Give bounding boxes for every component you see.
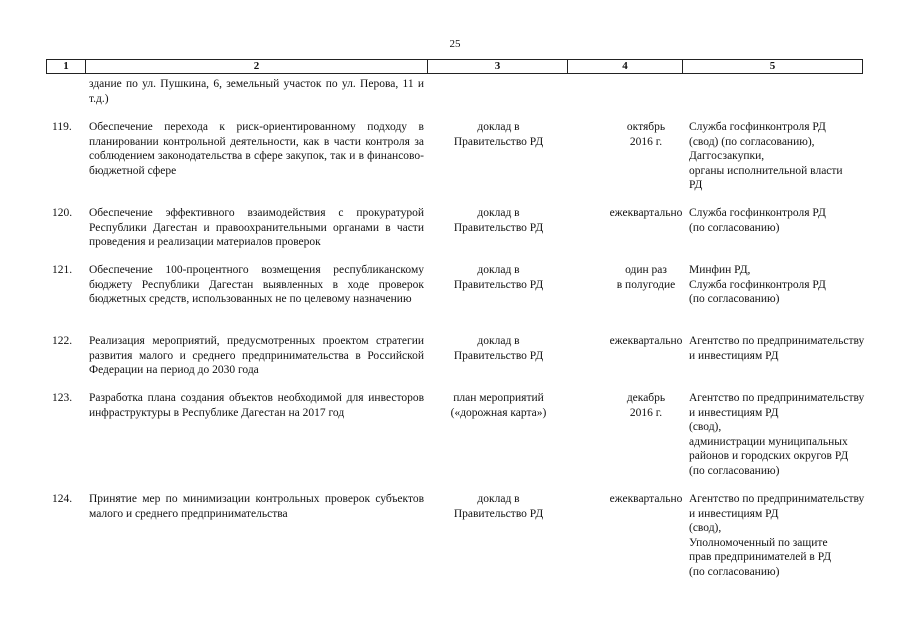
deadline: декабрь 2016 г. (626, 392, 666, 419)
page-number: 25 (449, 38, 461, 50)
deadline: один раз в полугодие (616, 264, 676, 291)
deadline: ежеквартально (609, 493, 683, 505)
measure-text: Реализация мероприятий, предусмотренных проектом стратегии развития малого и среднего предпринимательства в Российской Федерации на период до 2030 года (89, 335, 424, 376)
report-form: доклад в Правительство РД (453, 264, 544, 291)
column-header-4: 4 (568, 60, 683, 73)
row-number: 123. (52, 392, 73, 404)
column-header-2: 2 (86, 60, 428, 73)
measure-text: Обеспечение перехода к риск-ориентированному подходу в планировании контрольной деятельности, как в части контроля за соблюдением законодательства в сфере закупок, так и в финансово-бюджетной сфере (89, 121, 424, 177)
column-header-5: 5 (683, 60, 863, 73)
responsible: Служба госфинконтроля РД (по согласованию) (689, 207, 826, 234)
measure-text: Обеспечение эффективного взаимодействия с прокуратурой Республики Дагестан и правоохранительными органами в части проведения и реализации материалов проверок (89, 207, 424, 248)
continuation-text: здание по ул. Пушкина, 6, земельный участок по ул. Перова, 11 и т.д.) (89, 78, 424, 105)
responsible: Агентство по предпринимательству и инвестициям РД (свод), Уполномоченный по защите прав предпринимателей в РД (по согласованию) (689, 493, 865, 578)
deadline: ежеквартально (609, 207, 683, 219)
measure-text: Обеспечение 100-процентного возмещения республиканскому бюджету Республики Дагестан выявленных в ходе проверок бюджетных средств, использованных не по целевому назначению (89, 264, 424, 305)
report-form: доклад в Правительство РД (453, 335, 544, 362)
responsible: Агентство по предпринимательству и инвестициям РД (689, 335, 865, 362)
row-number: 122. (52, 335, 73, 347)
column-header-1: 1 (46, 60, 86, 73)
row-number: 124. (52, 493, 73, 505)
deadline: ежеквартально (609, 335, 683, 347)
measure-text: Разработка плана создания объектов необходимой для инвесторов инфраструктуры в Республике Дагестан на 2017 год (89, 392, 424, 419)
table-header (46, 59, 863, 74)
responsible: Агентство по предпринимательству и инвестициям РД (свод), администрации муниципальных районов и городских округов РД (по согласованию) (689, 392, 865, 477)
responsible: Служба госфинконтроля РД (свод) (по согласованию), Даггосзакупки, органы исполнительной власти РД (689, 121, 843, 191)
column-header-3: 3 (428, 60, 568, 73)
row-number: 120. (52, 207, 73, 219)
row-number: 121. (52, 264, 73, 276)
deadline: октябрь 2016 г. (626, 121, 666, 148)
report-form: доклад в Правительство РД (453, 121, 544, 148)
measure-text: Принятие мер по минимизации контрольных проверок субъектов малого и среднего предпринимательства (89, 493, 424, 520)
responsible: Минфин РД, Служба госфинконтроля РД (по согласованию) (689, 264, 826, 305)
report-form: доклад в Правительство РД (453, 207, 544, 234)
report-form: план мероприятий («дорожная карта») (450, 392, 547, 419)
row-number: 119. (52, 121, 72, 133)
report-form: доклад в Правительство РД (453, 493, 544, 520)
